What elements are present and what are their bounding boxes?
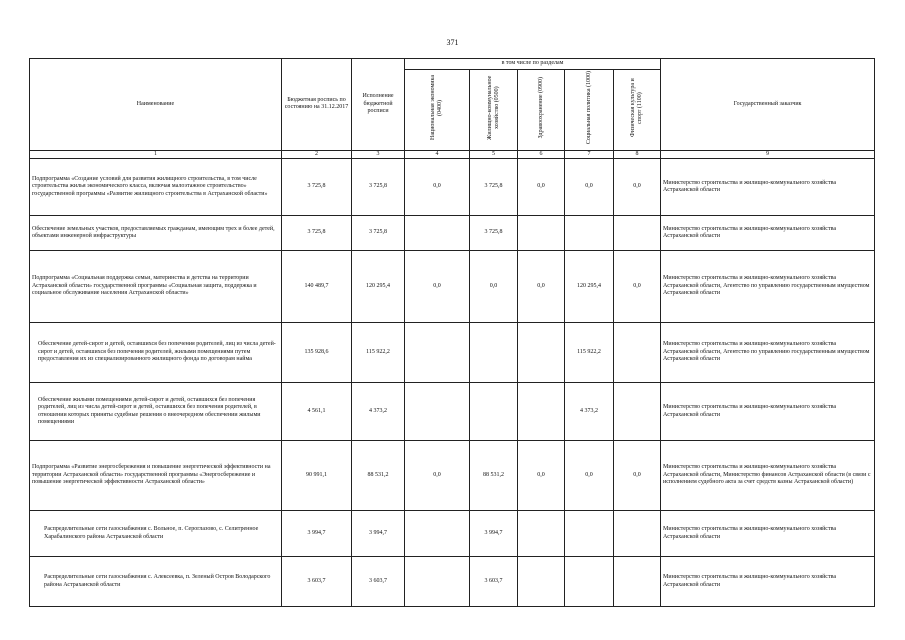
row-budget: 4 561,1 (282, 383, 352, 441)
column-number: 7 (565, 150, 614, 159)
row-section-0500: 3 725,8 (470, 159, 518, 216)
row-budget: 135 928,6 (282, 323, 352, 383)
row-budget: 3 994,7 (282, 511, 352, 557)
column-number: 5 (470, 150, 518, 159)
column-number: 9 (661, 150, 875, 159)
page-number: 371 (446, 38, 459, 47)
col-header-budget: Бюджетная роспись по состоянию на 31.12.2017 (282, 59, 352, 151)
row-section-0400: 0,0 (405, 251, 470, 323)
row-budget: 140 489,7 (282, 251, 352, 323)
row-execution: 4 373,2 (352, 383, 405, 441)
row-section-0900 (518, 383, 565, 441)
col-header-execution: Исполнение бюджетной росписи (352, 59, 405, 151)
row-name: Подпрограмма «Развитие энергосбережения и повышение энергетической эффективности на территории Астраханской области» государственной программы «Энергосбережение и повышение энергетической эффективности Астраханской области» (30, 441, 282, 511)
row-section-0500: 3 725,8 (470, 216, 518, 251)
row-section-1100 (614, 511, 661, 557)
row-section-0400 (405, 511, 470, 557)
table-row (30, 441, 875, 511)
col-header-customer: Государственный заказчик (661, 59, 875, 151)
row-section-1000: 120 295,4 (565, 251, 614, 323)
row-name: Подпрограмма «Создание условий для развития жилищного строительства, в том числе строительства жилья экономического класса, включая малоэтажное строительство» государственной программы «Развитие жилищного строительства в Астраханской области» (30, 159, 282, 216)
row-section-0900 (518, 323, 565, 383)
row-section-0400: 0,0 (405, 159, 470, 216)
col-header-sections-group: в том числе по разделам (405, 59, 661, 70)
row-section-1100 (614, 216, 661, 251)
row-customer: Министерство строительства и жилищно-коммунального хозяйства Астраханской области (661, 557, 875, 607)
row-section-1000: 4 373,2 (565, 383, 614, 441)
col-header-section-0500: Жилищно-коммунальное хозяйство (0500) (470, 70, 518, 151)
row-customer: Министерство строительства и жилищно-коммунального хозяйства Астраханской области (661, 216, 875, 251)
row-section-0900: 0,0 (518, 159, 565, 216)
row-budget: 3 725,8 (282, 159, 352, 216)
row-execution: 115 922,2 (352, 323, 405, 383)
row-section-1000 (565, 557, 614, 607)
row-section-0500: 88 531,2 (470, 441, 518, 511)
budget-table (29, 58, 875, 607)
table-row (30, 323, 875, 383)
column-numbers-row (30, 150, 875, 159)
row-section-0400: 0,0 (405, 441, 470, 511)
row-execution: 3 603,7 (352, 557, 405, 607)
row-section-0500: 3 603,7 (470, 557, 518, 607)
row-section-1100: 0,0 (614, 159, 661, 216)
row-execution: 3 725,8 (352, 159, 405, 216)
row-section-1100: 0,0 (614, 441, 661, 511)
table-row (30, 383, 875, 441)
table-row (30, 251, 875, 323)
col-header-section-0900: Здравоохранение (0900) (518, 70, 565, 151)
row-section-0400 (405, 557, 470, 607)
row-customer: Министерство строительства и жилищно-коммунального хозяйства Астраханской области (661, 159, 875, 216)
row-section-0900 (518, 557, 565, 607)
row-customer: Министерство строительства и жилищно-коммунального хозяйства Астраханской области, Министерство финансов Астраханской области (в связи с исполнением судебного акта за счет средств казны Астраханской области) (661, 441, 875, 511)
row-section-0400 (405, 216, 470, 251)
table-row (30, 511, 875, 557)
row-budget: 3 725,8 (282, 216, 352, 251)
col-header-section-1100: Физическая культура и спорт (1100) (614, 70, 661, 151)
column-number: 2 (282, 150, 352, 159)
row-execution: 3 725,8 (352, 216, 405, 251)
row-execution: 88 531,2 (352, 441, 405, 511)
row-section-0900: 0,0 (518, 251, 565, 323)
row-section-1000: 0,0 (565, 441, 614, 511)
column-number: 4 (405, 150, 470, 159)
row-name: Обеспечение детей-сирот и детей, оставшихся без попечения родителей, лиц из числа детей-сирот и детей, оставшихся без попечения родителей, жилыми помещениями путем предоставления их из специализированного жилищного фонда по договорам найма (30, 323, 282, 383)
row-section-0900: 0,0 (518, 441, 565, 511)
row-section-0500: 0,0 (470, 251, 518, 323)
row-name: Подпрограмма «Социальная поддержка семьи, материнства и детства на территории Астраханской области» государственной программы «Социальная защита, поддержка и социальное обслуживание населения Астраханской области» (30, 251, 282, 323)
row-section-1100 (614, 323, 661, 383)
row-budget: 3 603,7 (282, 557, 352, 607)
col-header-section-0400: Национальная экономика (0400) (405, 70, 470, 151)
row-name: Распределительные сети газоснабжения с. Вольное, п. Сероглазово, с. Селитренное Харабалинского района Астраханской области (30, 511, 282, 557)
row-section-0500 (470, 383, 518, 441)
table-row (30, 557, 875, 607)
row-budget: 90 991,1 (282, 441, 352, 511)
row-section-0900 (518, 216, 565, 251)
table-row (30, 159, 875, 216)
row-customer: Министерство строительства и жилищно-коммунального хозяйства Астраханской области (661, 383, 875, 441)
row-section-0500 (470, 323, 518, 383)
row-section-1100: 0,0 (614, 251, 661, 323)
column-number: 8 (614, 150, 661, 159)
row-section-0500: 3 994,7 (470, 511, 518, 557)
column-number: 6 (518, 150, 565, 159)
table-row (30, 216, 875, 251)
row-section-1000 (565, 216, 614, 251)
row-customer: Министерство строительства и жилищно-коммунального хозяйства Астраханской области (661, 511, 875, 557)
row-execution: 3 994,7 (352, 511, 405, 557)
row-section-0400 (405, 323, 470, 383)
row-customer: Министерство строительства и жилищно-коммунального хозяйства Астраханской области, Агентство по управлению государственным имуществом Астраханской области (661, 251, 875, 323)
row-section-1100 (614, 557, 661, 607)
row-section-1000: 0,0 (565, 159, 614, 216)
row-execution: 120 295,4 (352, 251, 405, 323)
row-section-0900 (518, 511, 565, 557)
row-name: Распределительные сети газоснабжения с. Алексеевка, п. Зеленый Остров Володарского района Астраханской области (30, 557, 282, 607)
row-customer: Министерство строительства и жилищно-коммунального хозяйства Астраханской области, Агентство по управлению государственным имуществом Астраханской области (661, 323, 875, 383)
row-name: Обеспечение земельных участков, предоставляемых гражданам, имеющим трех и более детей, объектами инженерной инфраструктуры (30, 216, 282, 251)
row-section-0400 (405, 383, 470, 441)
row-name: Обеспечение жилыми помещениями детей-сирот и детей, оставшихся без попечения родителей, лиц из числа детей-сирот и детей, оставшихся без попечения родителей, в отношении которых приняты судебные решения о внеочередном обеспечении жилыми помещениями (30, 383, 282, 441)
row-section-1100 (614, 383, 661, 441)
column-number: 3 (352, 150, 405, 159)
row-section-1000: 115 922,2 (565, 323, 614, 383)
row-section-1000 (565, 511, 614, 557)
column-number: 1 (30, 150, 282, 159)
col-header-name: Наименование (30, 59, 282, 151)
col-header-section-1000: Социальная политика (1000) (565, 70, 614, 151)
